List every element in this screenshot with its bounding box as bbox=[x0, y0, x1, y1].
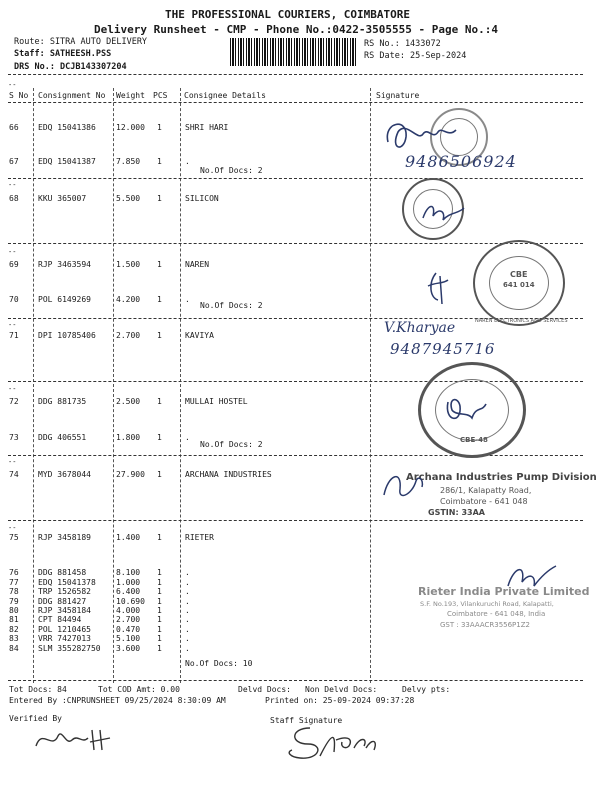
row-pcs: 1 bbox=[157, 331, 162, 340]
handwritten-signature bbox=[418, 268, 458, 312]
row-consignee: . bbox=[185, 615, 190, 624]
dash-marker: -- bbox=[8, 248, 17, 256]
dash-marker: -- bbox=[8, 458, 17, 466]
row-consignee: . bbox=[185, 597, 190, 606]
row-consignee: . bbox=[185, 634, 190, 643]
row-weight: 2.700 bbox=[116, 615, 141, 624]
row-consignment: RJP 3463594 bbox=[38, 260, 91, 269]
row-pcs: 1 bbox=[157, 533, 162, 542]
row-consignee: SHRI HARI bbox=[185, 123, 229, 132]
row-sno: 83 bbox=[9, 634, 19, 643]
row-weight: 5.500 bbox=[116, 194, 141, 203]
row-consignee: . bbox=[185, 644, 190, 653]
dash-marker: -- bbox=[8, 81, 17, 89]
rs-number: RS No.: 1433072 bbox=[364, 39, 441, 49]
col-header-signature: Signature bbox=[376, 91, 420, 100]
row-consignment: TRP 1526582 bbox=[38, 587, 91, 596]
row-consignment: DPI 10785406 bbox=[38, 331, 96, 340]
docs-count: No.Of Docs: 2 bbox=[200, 440, 263, 449]
stamp-text: NAREN ELECTRONICS AND SERVICES bbox=[475, 318, 568, 324]
row-consignee: NAREN bbox=[185, 260, 210, 269]
row-consignee: ARCHANA INDUSTRIES bbox=[185, 470, 272, 479]
row-consignee: . bbox=[185, 433, 190, 442]
non-delivered-docs: Non Delvd Docs: bbox=[305, 685, 378, 694]
row-weight: 27.900 bbox=[116, 470, 145, 479]
row-consignment: KKU 365007 bbox=[38, 194, 87, 203]
group-separator bbox=[8, 520, 583, 521]
row-sno: 73 bbox=[9, 433, 19, 442]
verified-by-label: Verified By bbox=[9, 714, 62, 723]
row-weight: 0.470 bbox=[116, 625, 141, 634]
delivered-docs: Delvd Docs: bbox=[238, 685, 291, 694]
staff-label: Staff: SATHEESH.PSS bbox=[14, 49, 112, 59]
total-cod-amount: Tot COD Amt: 0.00 bbox=[98, 685, 180, 694]
printed-on: Printed on: 25-09-2024 09:37:28 bbox=[265, 696, 415, 705]
row-sno: 67 bbox=[9, 157, 19, 166]
phone-handwritten: 9487945716 bbox=[390, 340, 496, 358]
row-consignment: DDG 881427 bbox=[38, 597, 87, 606]
dash-marker: -- bbox=[8, 181, 17, 189]
delivery-points: Delvy pts: bbox=[402, 685, 451, 694]
row-consignment: DDG 881735 bbox=[38, 397, 87, 406]
dash-marker: -- bbox=[8, 385, 17, 393]
row-weight: 2.700 bbox=[116, 331, 141, 340]
col-header-sno: S No bbox=[9, 91, 29, 100]
col-header-consignment: Consignment No bbox=[38, 91, 106, 100]
row-pcs: 1 bbox=[157, 568, 162, 577]
group-separator bbox=[8, 455, 583, 456]
row-consignee: SILICON bbox=[185, 194, 219, 203]
row-consignee: RIETER bbox=[185, 533, 214, 542]
col-header-weight: Weight bbox=[116, 91, 145, 100]
row-weight: 6.400 bbox=[116, 587, 141, 596]
row-sno: 84 bbox=[9, 644, 19, 653]
row-pcs: 1 bbox=[157, 634, 162, 643]
row-consignment: DDG 881458 bbox=[38, 568, 87, 577]
group-separator bbox=[8, 178, 583, 179]
row-pcs: 1 bbox=[157, 123, 162, 132]
row-sno: 69 bbox=[9, 260, 19, 269]
company-title: THE PROFESSIONAL COURIERS, COIMBATORE bbox=[165, 8, 411, 21]
row-consignment: CPT 84494 bbox=[38, 615, 82, 624]
row-pcs: 1 bbox=[157, 644, 162, 653]
row-consignee: . bbox=[185, 295, 190, 304]
row-consignee: KAVIYA bbox=[185, 331, 214, 340]
row-weight: 2.500 bbox=[116, 397, 141, 406]
company-stamp-address: Coimbatore - 641 048, India bbox=[447, 610, 546, 618]
row-consignee: . bbox=[185, 625, 190, 634]
row-consignee: . bbox=[185, 606, 190, 615]
row-consignment: VRR 7427013 bbox=[38, 634, 91, 643]
company-stamp-gst: GSTIN: 33AA bbox=[428, 508, 485, 517]
row-weight: 7.850 bbox=[116, 157, 141, 166]
row-sno: 81 bbox=[9, 615, 19, 624]
rs-date: RS Date: 25-Sep-2024 bbox=[364, 51, 467, 61]
row-weight: 3.600 bbox=[116, 644, 141, 653]
col-header-consignee: Consignee Details bbox=[184, 91, 266, 100]
row-weight: 10.690 bbox=[116, 597, 145, 606]
row-pcs: 1 bbox=[157, 625, 162, 634]
row-consignment: RJP 3458189 bbox=[38, 533, 91, 542]
stamp-code: CBE bbox=[510, 270, 528, 279]
row-consignment: MYD 3678044 bbox=[38, 470, 91, 479]
row-weight: 12.000 bbox=[116, 123, 145, 132]
separator bbox=[8, 102, 583, 103]
row-pcs: 1 bbox=[157, 194, 162, 203]
handwritten-signature bbox=[440, 392, 490, 432]
row-weight: 1.400 bbox=[116, 533, 141, 542]
row-weight: 5.100 bbox=[116, 634, 141, 643]
row-pcs: 1 bbox=[157, 615, 162, 624]
total-docs: Tot Docs: 84 bbox=[9, 685, 67, 694]
row-pcs: 1 bbox=[157, 597, 162, 606]
row-consignment: POL 6149269 bbox=[38, 295, 91, 304]
entered-by: Entered By :CNPRUNSHEET 09/25/2024 8:30:09 AM bbox=[9, 696, 226, 705]
docs-count: No.Of Docs: 2 bbox=[200, 166, 263, 175]
row-sno: 70 bbox=[9, 295, 19, 304]
row-sno: 71 bbox=[9, 331, 19, 340]
row-pcs: 1 bbox=[157, 397, 162, 406]
row-consignment: RJP 3458184 bbox=[38, 606, 91, 615]
row-consignment: DDG 406551 bbox=[38, 433, 87, 442]
row-sno: 82 bbox=[9, 625, 19, 634]
row-sno: 74 bbox=[9, 470, 19, 479]
row-sno: 80 bbox=[9, 606, 19, 615]
row-consignment: SLM 355282750 bbox=[38, 644, 101, 653]
route-label: Route: SITRA AUTO DELIVERY bbox=[14, 37, 148, 47]
row-pcs: 1 bbox=[157, 606, 162, 615]
company-stamp-name: Rieter India Private Limited bbox=[418, 585, 590, 598]
row-pcs: 1 bbox=[157, 433, 162, 442]
stamp-code: CBE-48 bbox=[460, 436, 488, 444]
row-sno: 79 bbox=[9, 597, 19, 606]
row-pcs: 1 bbox=[157, 295, 162, 304]
company-stamp-gst: GST : 33AAACR3556P1Z2 bbox=[440, 621, 530, 629]
staff-signature-label: Staff Signature bbox=[270, 716, 343, 725]
drs-number: DRS No.: DCJB143307204 bbox=[14, 62, 127, 72]
phone-handwritten: 9486506924 bbox=[405, 152, 517, 171]
row-weight: 4.200 bbox=[116, 295, 141, 304]
dash-marker: -- bbox=[8, 321, 17, 329]
group-separator bbox=[8, 680, 583, 681]
row-consignment: EDQ 15041387 bbox=[38, 157, 96, 166]
row-consignee: MULLAI HOSTEL bbox=[185, 397, 248, 406]
company-stamp-name: Archana Industries Pump Division bbox=[406, 472, 597, 483]
handwritten-signature bbox=[418, 198, 468, 232]
row-consignment: POL 1210465 bbox=[38, 625, 91, 634]
runsheet-title: Delivery Runsheet - CMP - Phone No.:0422-3505555 - Page No.:4 bbox=[94, 23, 498, 36]
handwritten-signature bbox=[378, 465, 428, 509]
company-stamp-address: S.F. No.193, Vilankuruchi Road, Kalapatti, bbox=[420, 600, 554, 608]
row-consignee: . bbox=[185, 578, 190, 587]
col-header-pcs: PCS bbox=[153, 91, 168, 100]
row-sno: 76 bbox=[9, 568, 19, 577]
row-weight: 1.500 bbox=[116, 260, 141, 269]
row-sno: 68 bbox=[9, 194, 19, 203]
staff-signature bbox=[280, 722, 380, 770]
row-pcs: 1 bbox=[157, 578, 162, 587]
row-weight: 1.000 bbox=[116, 578, 141, 587]
handwritten-name: V.Kharyae bbox=[384, 320, 456, 336]
row-pcs: 1 bbox=[157, 470, 162, 479]
docs-count: No.Of Docs: 2 bbox=[200, 301, 263, 310]
row-pcs: 1 bbox=[157, 157, 162, 166]
row-consignee: . bbox=[185, 157, 190, 166]
company-stamp-address: 286/1, Kalapatty Road, bbox=[440, 486, 532, 495]
row-weight: 8.100 bbox=[116, 568, 141, 577]
row-sno: 66 bbox=[9, 123, 19, 132]
barcode bbox=[230, 38, 358, 66]
row-sno: 75 bbox=[9, 533, 19, 542]
row-sno: 78 bbox=[9, 587, 19, 596]
stamp-pin: 641 014 bbox=[503, 281, 535, 289]
row-weight: 1.800 bbox=[116, 433, 141, 442]
verifier-signature bbox=[30, 724, 120, 762]
separator bbox=[8, 74, 583, 75]
row-consignment: EDQ 15041386 bbox=[38, 123, 96, 132]
company-stamp-address: Coimbatore - 641 048 bbox=[440, 497, 528, 506]
docs-count: No.Of Docs: 10 bbox=[185, 659, 253, 668]
row-weight: 4.000 bbox=[116, 606, 141, 615]
row-sno: 72 bbox=[9, 397, 19, 406]
dash-marker: -- bbox=[8, 524, 17, 532]
row-consignee: . bbox=[185, 568, 190, 577]
row-pcs: 1 bbox=[157, 587, 162, 596]
row-pcs: 1 bbox=[157, 260, 162, 269]
row-consignment: EDQ 15041378 bbox=[38, 578, 96, 587]
row-sno: 77 bbox=[9, 578, 19, 587]
row-consignee: . bbox=[185, 587, 190, 596]
group-separator bbox=[8, 243, 583, 244]
